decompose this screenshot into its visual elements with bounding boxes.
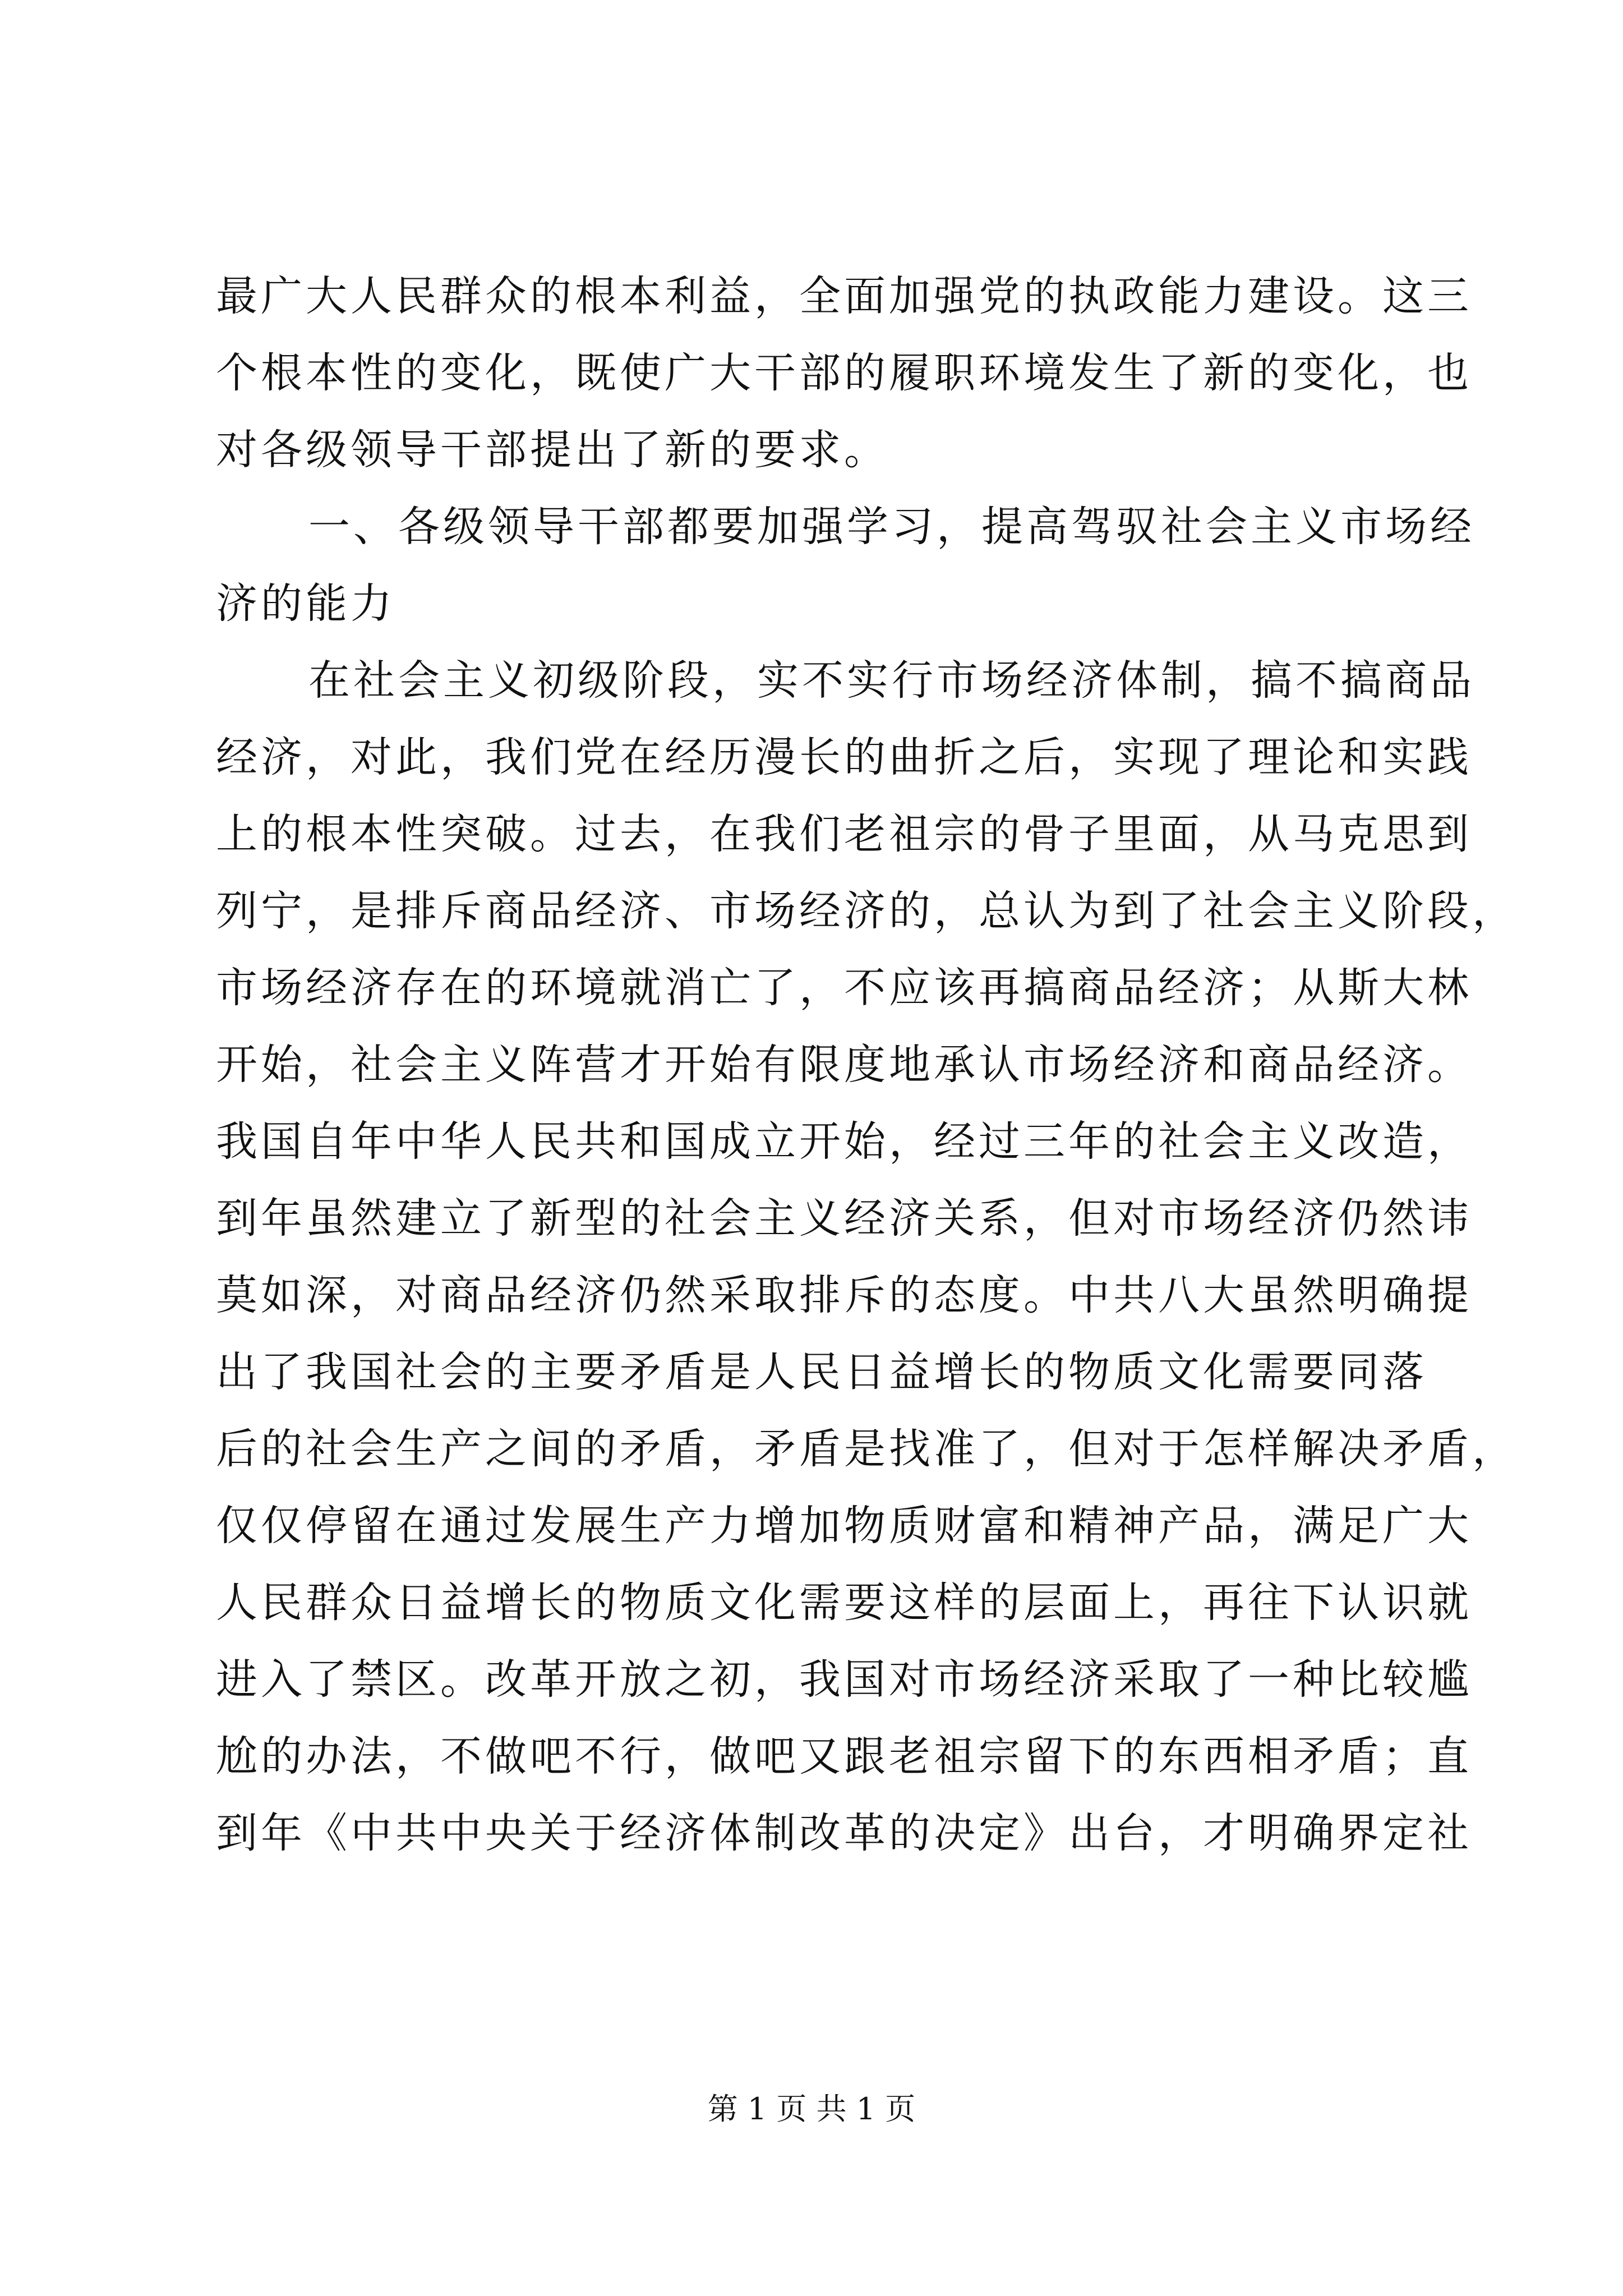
text-line: 个根本性的变化，既使广大干部的履职环境发生了新的变化，也: [216, 349, 1472, 397]
text-line: 对各级领导干部提出了新的要求。: [216, 426, 889, 474]
text-line: 莫如深，对商品经济仍然采取排斥的态度。中共八大虽然明确提: [216, 1271, 1472, 1319]
text-line: 仅仅停留在通过发展生产力增加物质财富和精神产品，满足广大: [216, 1502, 1472, 1550]
text-line: 在社会主义初级阶段，实不实行市场经济体制，搞不搞商品: [308, 656, 1475, 705]
text-line: 到年虽然建立了新型的社会主义经济关系，但对市场经济仍然讳: [216, 1194, 1472, 1243]
document-body: [216, 258, 1517, 1872]
text-line: 最广大人民群众的根本利益，全面加强党的执政能力建设。这三: [216, 272, 1472, 320]
text-line: 后的社会生产之间的矛盾，矛盾是找准了，但对于怎样解决矛盾，: [216, 1425, 1517, 1473]
text-line: 出了我国社会的主要矛盾是人民日益增长的物质文化需要同落: [216, 1348, 1427, 1396]
page-number-footer: 第 1 页 共 1 页: [707, 2091, 916, 2127]
section-heading-line: 一、各级领导干部都要加强学习，提高驾驭社会主义市场经: [308, 503, 1475, 551]
section-heading-line: 济的能力: [216, 579, 395, 628]
text-line: 上的根本性突破。过去，在我们老祖宗的骨子里面，从马克思到: [216, 810, 1472, 858]
text-line: 开始，社会主义阵营才开始有限度地承认市场经济和商品经济。: [216, 1041, 1472, 1089]
text-line: 经济，对此，我们党在经历漫长的曲折之后，实现了理论和实践: [216, 733, 1472, 781]
text-line: 人民群众日益增长的物质文化需要这样的层面上，再往下认识就: [216, 1579, 1472, 1627]
text-line: 进入了禁区。改革开放之初，我国对市场经济采取了一种比较尴: [216, 1655, 1472, 1704]
text-line: 我国自年中华人民共和国成立开始，经过三年的社会主义改造，: [216, 1117, 1472, 1166]
text-line: 尬的办法，不做吧不行，做吧又跟老祖宗留下的东西相矛盾；直: [216, 1732, 1472, 1780]
text-line: 到年《中共中央关于经济体制改革的决定》出台，才明确界定社: [216, 1809, 1472, 1857]
text-line: 列宁，是排斥商品经济、市场经济的，总认为到了社会主义阶段，: [216, 887, 1517, 935]
text-line: 市场经济存在的环境就消亡了，不应该再搞商品经济；从斯大林: [216, 964, 1472, 1012]
